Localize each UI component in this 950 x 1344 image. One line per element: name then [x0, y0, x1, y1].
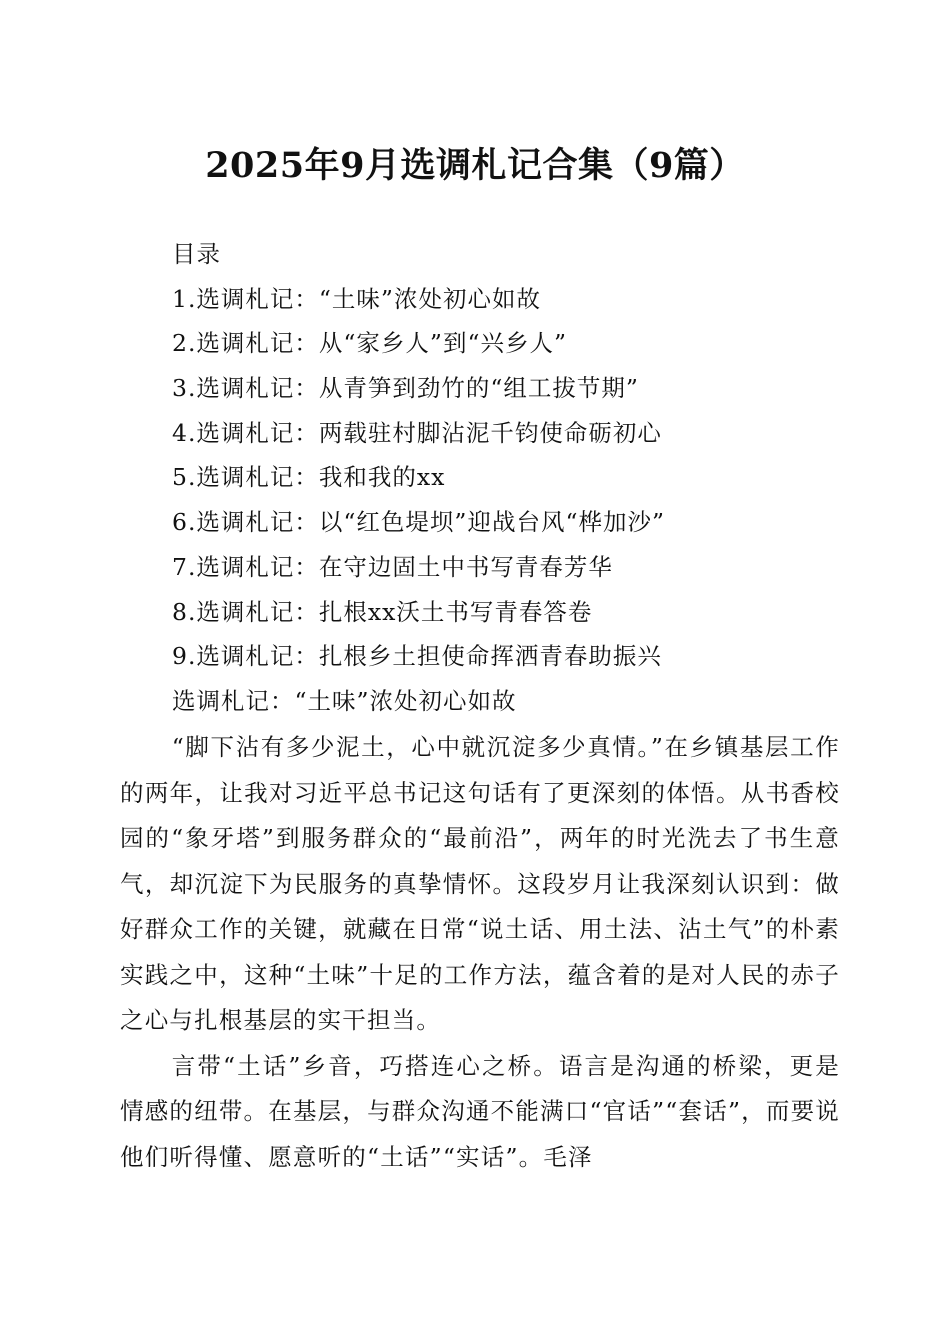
toc-item: 8.选调札记：扎根xx沃土书写青春答卷 [172, 597, 593, 626]
article-body [120, 725, 840, 1180]
section-heading: 选调札记：“土味”浓处初心如故 [172, 686, 517, 715]
toc-item: 5.选调札记：我和我的xx [172, 463, 446, 492]
toc-item: 9.选调札记：扎根乡土担使命挥洒青春助振兴 [172, 642, 662, 671]
toc-heading: 目录 [172, 240, 221, 268]
toc-item: 1.选调札记：“土味”浓处初心如故 [172, 284, 541, 313]
toc-item: 2.选调札记：从“家乡人”到“兴乡人” [172, 329, 567, 358]
toc-item: 6.选调札记：以“红色堤坝”迎战台风“桦加沙” [172, 508, 665, 537]
body-paragraph: “脚下沾有多少泥土，心中就沉淀多少真情。”在乡镇基层工作的两年，让我对习近平总书记这句话有了更深刻的体悟。从书香校园的“象牙塔”到服务群众的“最前沿”，两年的时光洗去了书生意气，却沉淀下为民服务的真挚情怀。这段岁月让我深刻认识到：做好群众工作的关键，就藏在日常“说土话、用土法、沾土气”的朴素实践之中，这种“土味”十足的工作方法，蕴含着的是对人民的赤子之心与扎根基层的实干担当。 [120, 733, 840, 1034]
body-paragraph: 言带“土话”乡音，巧搭连心之桥。语言是沟通的桥梁，更是情感的纽带。在基层，与群众沟通不能满口“官话”“套话”，而要说他们听得懂、愿意听的“土话”“实话”。毛泽 [120, 1051, 840, 1171]
toc-item: 7.选调札记：在守边固土中书写青春芳华 [172, 552, 613, 581]
toc-item: 3.选调札记：从青笋到劲竹的“组工拔节期” [172, 374, 639, 403]
document-title: 2025年9月选调札记合集（9篇） [205, 145, 745, 186]
toc-item: 4.选调札记：两载驻村脚沾泥千钧使命砺初心 [172, 418, 662, 447]
table-of-contents [172, 232, 852, 724]
